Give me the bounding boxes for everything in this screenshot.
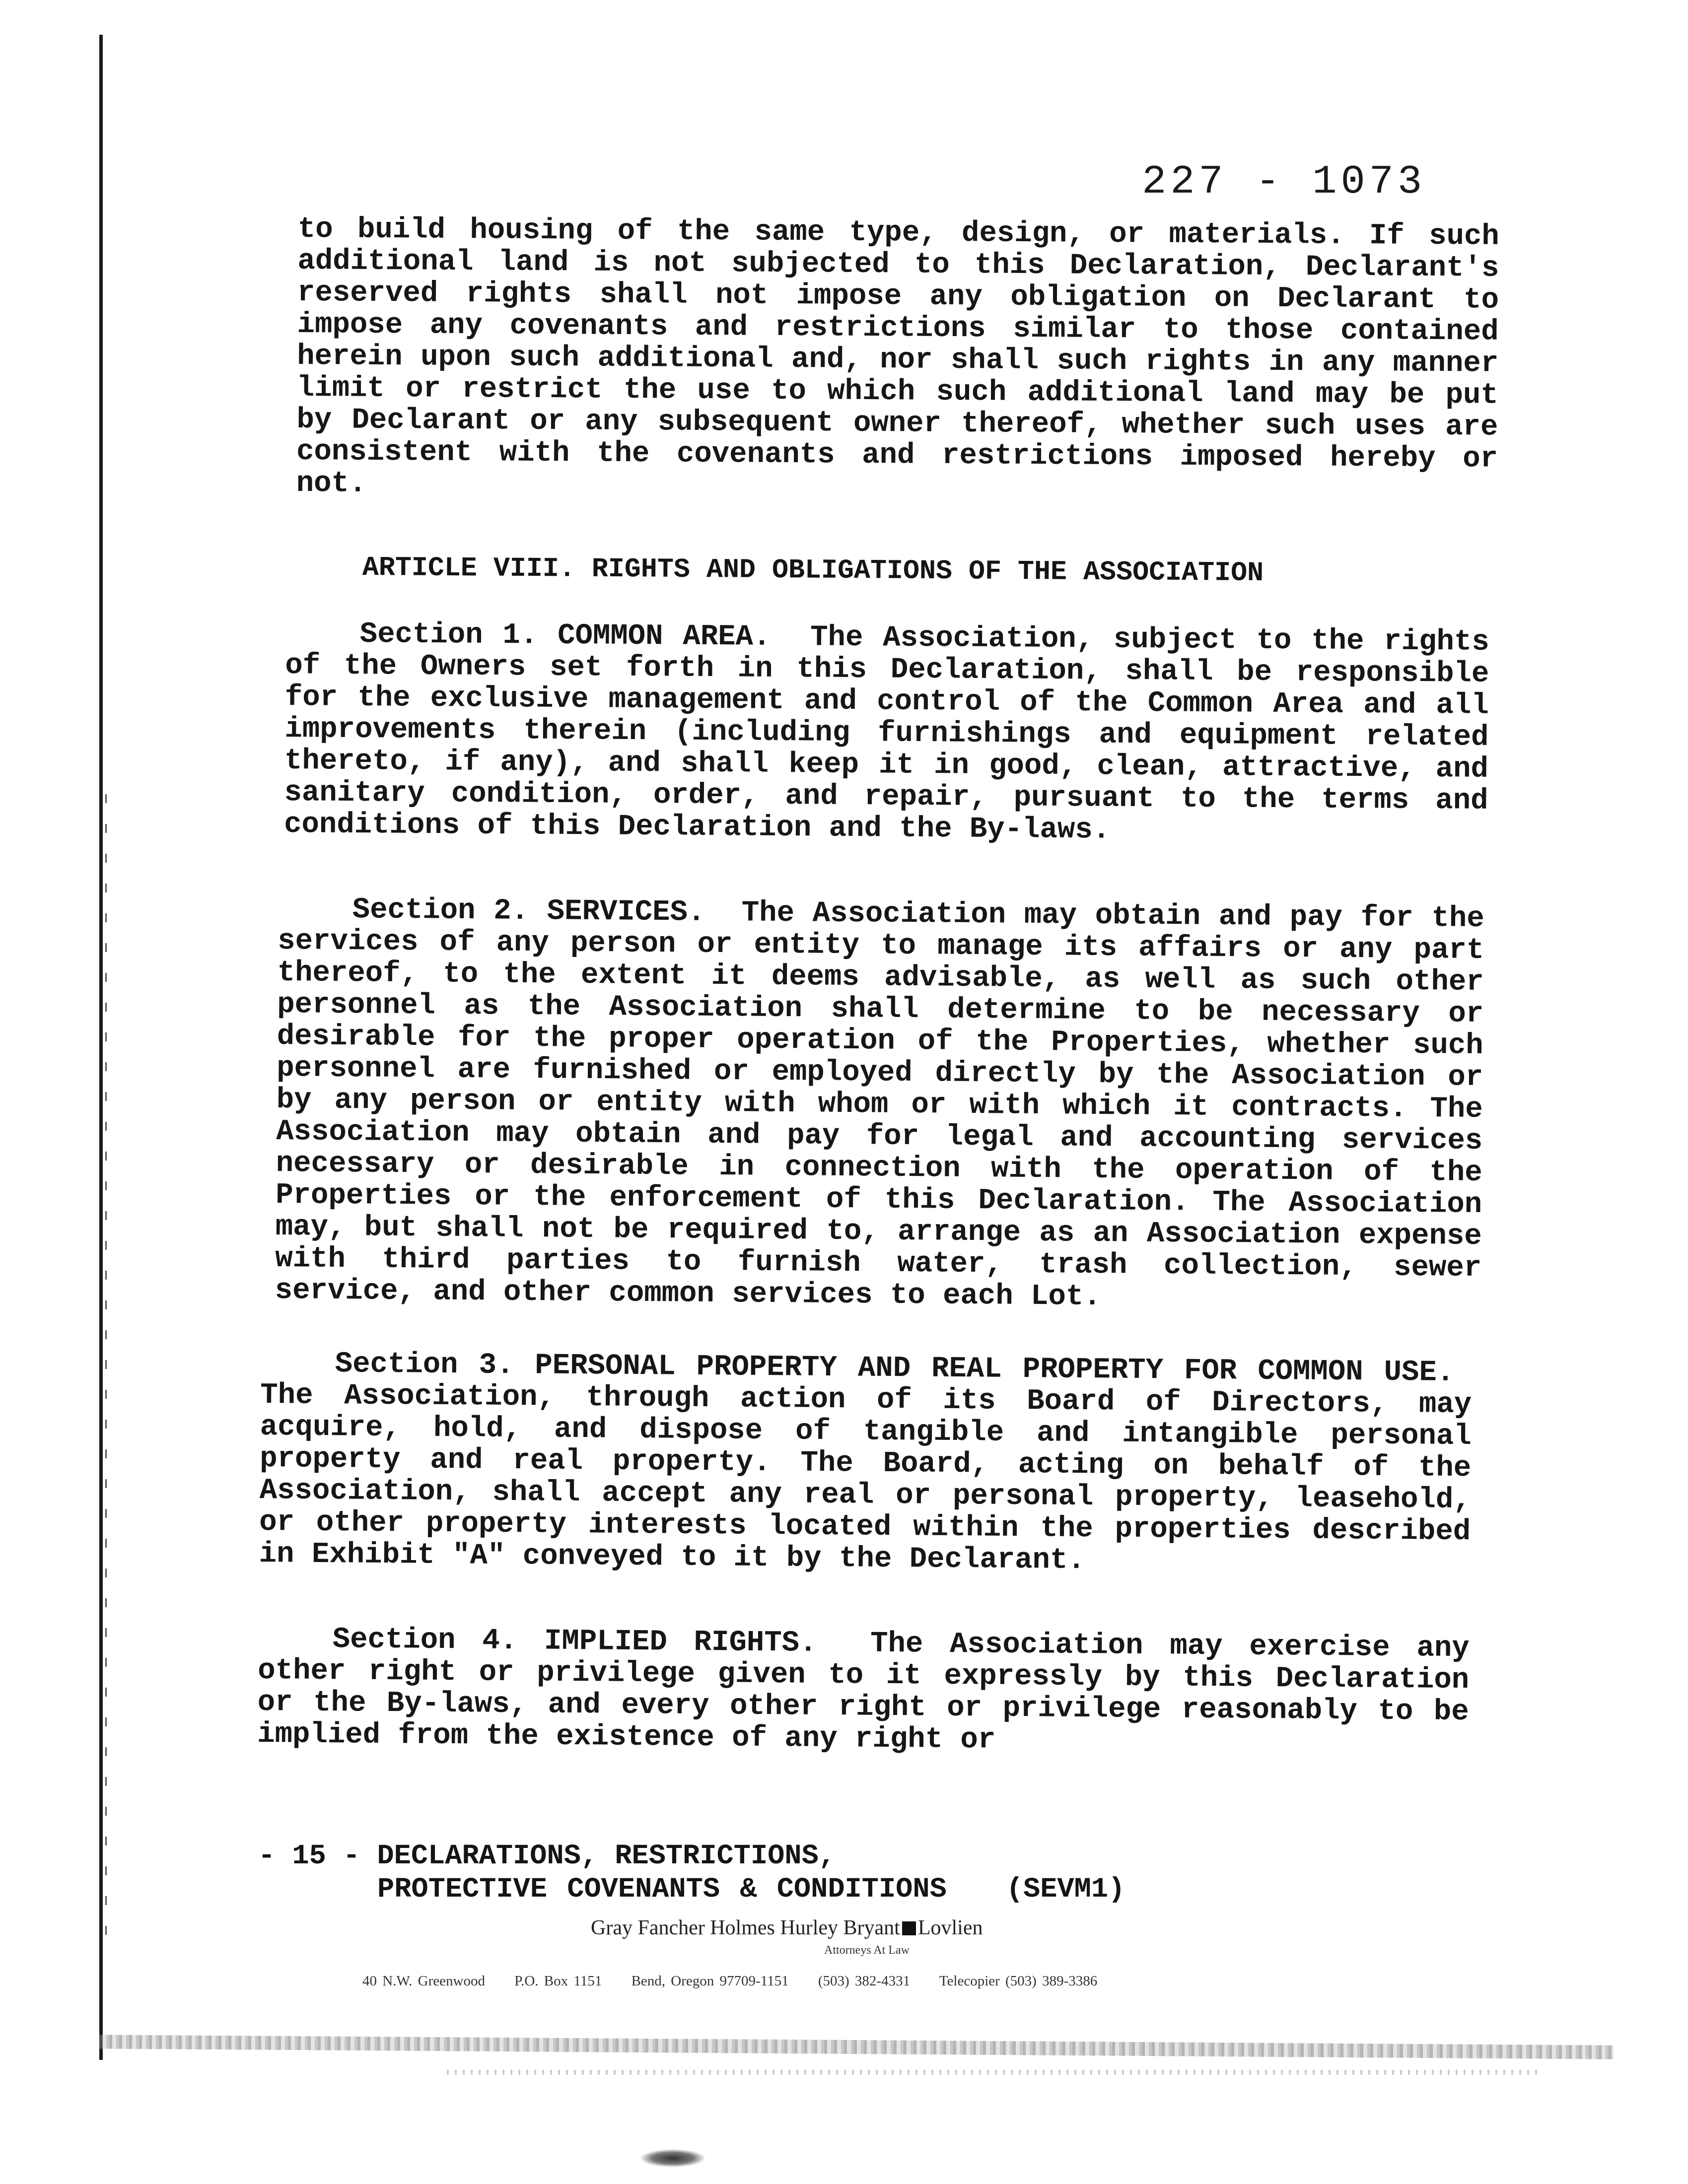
section-3-text: The Association, through action of its Board of Directors, may acquire, hold, and dispose of tangible and intangible personal property and real property. The Board, acting on behalf of the Association, shall accept any real or personal property, leasehold, or other property interests located within the properties described in Exhibit "A" conveyed to it by the Declarant. <box>259 1378 1472 1577</box>
footer-title-line2: PROTECTIVE COVENANTS & CONDITIONS <box>377 1874 947 1906</box>
intro-text: to build housing of the same type, design, or materials. If such additional land is not subjected to this Declaration, Declarant's reserved rights shall not impose any obligation on Declarant to impose any covenants and restrictions similar to those contained herein upon such additional and, nor shall such rights in any manner limit or restrict the use to which such additional land may be put by Declarant or any subsequent owner thereof, whether such uses are consistent with the covenants and restrictions imposed hereby or not. <box>296 212 1499 500</box>
address-phone: (503) 382-4331 <box>818 1973 911 1989</box>
section-3-paragraph <box>259 1348 1472 1579</box>
address-po-box: P.O. Box 1151 <box>514 1973 602 1989</box>
scan-bottom-noise <box>99 2035 1614 2059</box>
scan-edge-left <box>99 35 103 2060</box>
law-firm-name <box>591 1916 983 1940</box>
address-fax: Telecopier (503) 389-3386 <box>939 1973 1098 1989</box>
page-reference-number: 227 - 1073 <box>1142 159 1426 205</box>
section-4-label: Section 4. IMPLIED RIGHTS. <box>332 1623 817 1660</box>
scan-edge-noise <box>105 794 107 1936</box>
section-1-text: The Association, subject to the rights of the Owners set forth in this Declaration, shall be responsible for the exclusive management and control of the Common Area and all improvements therein (including furnishings and equipment related thereto, if any), and shall keep it in good, clean, attractive, and sanitary condition, order, and repair, pursuant to the terms and conditions of this Declaration and the By-laws. <box>283 620 1489 847</box>
address-city: Bend, Oregon 97709-1151 <box>631 1973 789 1989</box>
intro-paragraph <box>296 213 1499 507</box>
section-1-label: Section 1. COMMON AREA. <box>359 617 771 654</box>
law-firm-subtitle: Attorneys At Law <box>824 1944 910 1957</box>
section-4-paragraph <box>257 1623 1470 1760</box>
footer-title <box>377 1874 1125 1906</box>
section-3-label: Section 3. PERSONAL PROPERTY AND REAL PROPERTY FOR COMMON USE. <box>335 1347 1455 1389</box>
section-1-paragraph <box>284 618 1489 849</box>
address-street: 40 N.W. Greenwood <box>362 1973 485 1989</box>
section-2-paragraph <box>275 893 1484 1316</box>
footer-page-label: - 15 - DECLARATIONS, RESTRICTIONS, <box>258 1841 836 1872</box>
law-firm-name-part2: Lovlien <box>917 1916 983 1939</box>
section-4-text: The Association may exercise any other right or privilege given to it expressly by this Declaration or the By-laws, and every other right or privilege reasonably to be implied from the existence of any right or <box>257 1627 1470 1757</box>
law-firm-address <box>362 1973 1121 1989</box>
section-2-text: The Association may obtain and pay for the services of any person or entity to manage its affairs or any part thereof, to the extent it deems advisable, as well as such other personnel as the Association shall determine to be necessary or desirable for the proper operation of the Properties, whether such personnel are furnished or employed directly by the Association or by any person or entity with whom or with which it contracts. The Association may obtain and pay for legal and accounting services necessary or desirable in connection with the operation of the Properties or the enforcement of this Declaration. The Association may, but shall not be required to, arrange as an Association expense with third parties to furnish water, trash collection, sewer service, and other common services to each Lot. <box>275 896 1484 1314</box>
law-firm-name-part1: Gray Fancher Holmes Hurley Bryant <box>591 1916 900 1939</box>
scan-blot <box>640 2149 705 2167</box>
footer-doc-code: (SEVM1) <box>1006 1874 1125 1906</box>
section-2-label: Section 2. SERVICES. <box>352 893 705 929</box>
article-heading: ARTICLE VIII. RIGHTS AND OBLIGATIONS OF THE ASSOCIATION <box>362 552 1264 589</box>
scan-bottom-noise-2 <box>447 2070 1539 2075</box>
firm-logo-mark <box>902 1921 916 1935</box>
